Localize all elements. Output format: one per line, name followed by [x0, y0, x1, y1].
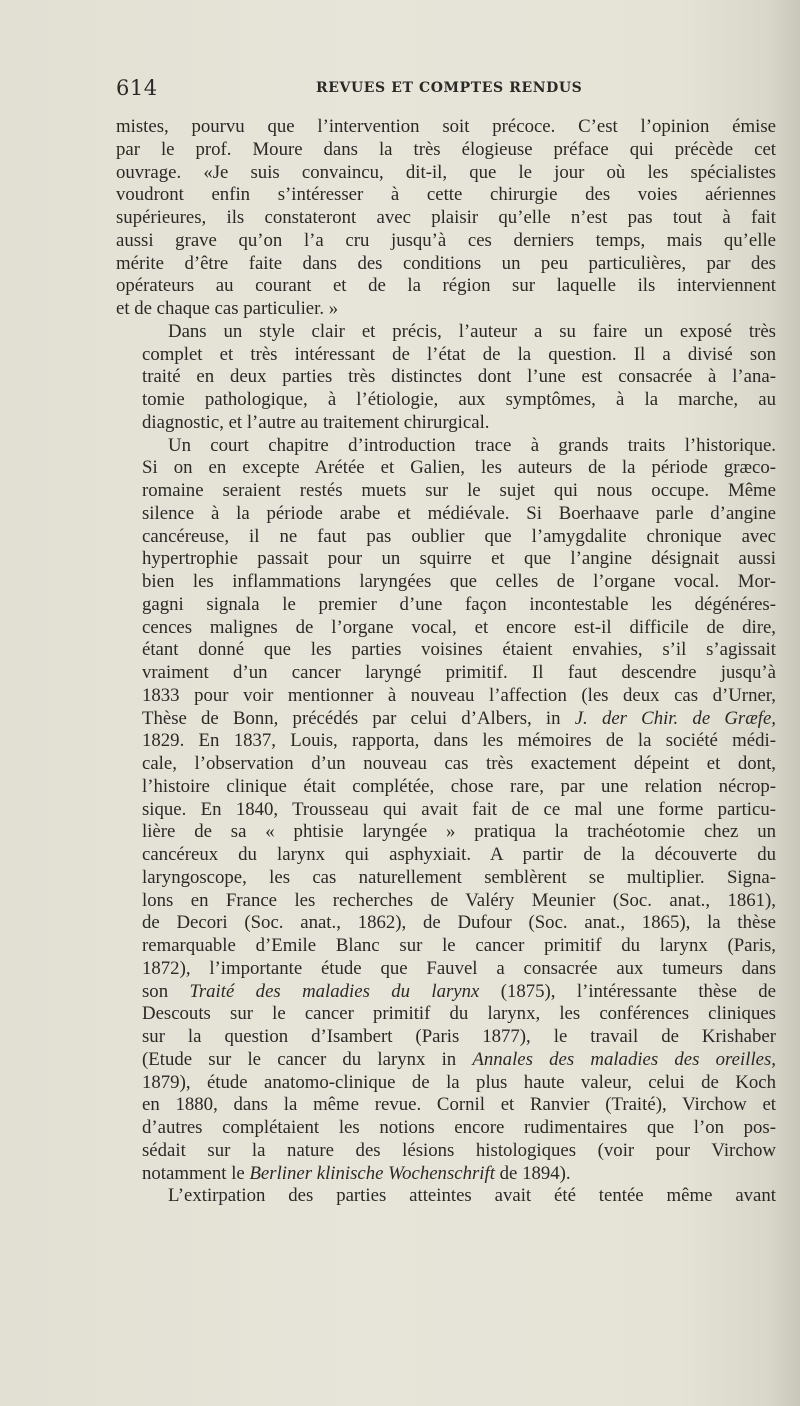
text-line: complet et très intéressant de l’état de la question. Il a divisé son [142, 343, 776, 365]
text-line: lière de sa « phtisie laryngée » pratiqua la trachéotomie chez un [142, 821, 776, 843]
paragraph-4 [116, 1185, 776, 1208]
text-run: (Etude sur le cancer du larynx in [142, 1048, 473, 1070]
body-text [116, 116, 776, 1208]
text-line: Si on en excepte Arétée et Galien, les auteurs de la période græco- [142, 457, 776, 479]
text-run: de 1894). [494, 1162, 571, 1184]
running-head: REVUES ET COMPTES RENDUS [316, 80, 583, 96]
text-line: supérieures, ils constateront avec plaisir qu’elle n’est pas tout à fait [116, 207, 776, 228]
text-line: tomie pathologique, à l’étiologie, aux symptômes, à la marche, au [142, 389, 776, 410]
text-line: cences malignes de l’organe vocal, et encore est-il difficile de dire, [142, 616, 776, 638]
text-line: de Decori (Soc. anat., 1862), de Dufour (Soc. anat., 1865), la thèse [142, 912, 776, 934]
text-line: sédait sur la nature des lésions histologiques (voir pour Virchow [142, 1139, 776, 1161]
text-line: diagnostic, et l’autre au traitement chirurgical. [142, 411, 490, 433]
text-line: silence à la période arabe et médiévale. Si Boerhaave parle d’angine [142, 502, 776, 524]
text-line: L’extirpation des parties atteintes avait été tentée même avant [168, 1185, 776, 1207]
text-line: vraiment d’un cancer laryngé primitif. Il faut descendre jusqu’à [142, 662, 776, 683]
text-line [116, 708, 776, 731]
text-line: en 1880, dans la même revue. Cornil et Ranvier (Traité), Virchow et [142, 1094, 776, 1116]
text-run: notamment le [142, 1162, 250, 1184]
text-run: son [142, 980, 190, 1002]
page-number: 614 [116, 76, 158, 100]
text-line: opérateurs au courant et de la région sur laquelle ils interviennent [116, 275, 776, 297]
text-line: sur la question d’Isambert (Paris 1877), le travail de Krishaber [142, 1026, 776, 1047]
text-line: cale, l’observation d’un nouveau cas très exactement dépeint et dont, [142, 753, 776, 774]
text-line: 1833 pour voir mentionner à nouveau l’affection (les deux cas d’Urner, [142, 684, 776, 706]
text-line: par le prof. Moure dans la très élogieuse préface qui précède cet [116, 138, 776, 160]
paragraph-2 [116, 321, 776, 435]
paragraph-3 [116, 435, 776, 1186]
text-line: Un court chapitre d’introduction trace à grands traits l’historique. [168, 434, 776, 456]
text-line: bien les inflammations laryngées que celles de l’organe vocal. Mor- [142, 571, 776, 592]
text-run: Thèse de Bonn, précédés par celui d’Albers, in [142, 707, 575, 729]
text-line: sique. En 1840, Trousseau qui avait fait de ce mal une forme particu- [142, 798, 776, 820]
text-line [116, 981, 776, 1004]
text-line: d’autres complétaient les notions encore rudimentaires que l’on pos- [142, 1117, 776, 1138]
text-line: 1879), étude anatomo-clinique de la plus haute valeur, celui de Koch [142, 1071, 776, 1093]
text-line: et de chaque cas particulier. » [116, 298, 339, 319]
journal-title: J. der Chir. de Græfe, [574, 707, 776, 729]
journal-title: Annales des maladies des oreilles, [472, 1048, 776, 1070]
text-line: étant donné que les parties voisines étaient envahies, s’il s’agissait [142, 639, 776, 661]
text-line: cancéreuse, il ne faut pas oublier que l’amygdalite chronique avec [142, 525, 776, 547]
journal-title: Berliner klinische Wochenschrift [249, 1162, 495, 1184]
text-line: cancéreux du larynx qui asphyxiait. A partir de la découverte du [142, 844, 776, 865]
text-line: Descouts sur le cancer primitif du larynx, les conférences cliniques [142, 1003, 776, 1025]
text-line [116, 1163, 776, 1186]
text-line: traité en deux parties très distinctes dont l’une est consacrée à l’ana- [142, 366, 776, 388]
text-line: remarquable d’Emile Blanc sur le cancer primitif du larynx (Paris, [142, 935, 776, 956]
text-line: mérite d’être faite dans des conditions un peu particulières, par des [116, 252, 776, 274]
book-title: Traité des maladies du larynx [189, 980, 480, 1002]
text-line: gagni signala le premier d’une façon incontestable les dégénéres- [142, 593, 776, 615]
paragraph-1 [116, 116, 776, 321]
text-line: ouvrage. «Je suis convaincu, dit-il, que le jour où les spécialistes [116, 161, 776, 183]
text-line [116, 1049, 776, 1072]
text-line: hypertrophie passait pour un squirre et que l’angine désignait aussi [142, 548, 776, 570]
text-line: romaine seraient restés muets sur le sujet qui nous occupe. Même [142, 480, 776, 501]
text-line: aussi grave qu’on l’a cru jusqu’à ces derniers temps, mais qu’elle [116, 229, 776, 251]
text-line: 1829. En 1837, Louis, rapporta, dans les mémoires de la société médi- [142, 730, 776, 752]
text-line: Dans un style clair et précis, l’auteur a su faire un exposé très [168, 320, 776, 342]
text-line: laryngoscope, les cas naturellement semblèrent se multiplier. Signa- [142, 866, 776, 888]
text-line: voudront enfin s’intéresser à cette chirurgie des voies aériennes [116, 184, 776, 206]
text-run: (1875), l’intéressante thèse de [479, 980, 776, 1002]
text-line: l’histoire clinique était complétée, chose rare, par une relation nécrop- [142, 775, 776, 797]
text-line: lons en France les recherches de Valéry Meunier (Soc. anat., 1861), [142, 889, 776, 911]
text-line: 1872), l’importante étude que Fauvel a consacrée aux tumeurs dans [142, 957, 776, 979]
page-header [116, 76, 776, 102]
text-line: mistes, pourvu que l’intervention soit précoce. C’est l’opinion émise [116, 116, 776, 137]
